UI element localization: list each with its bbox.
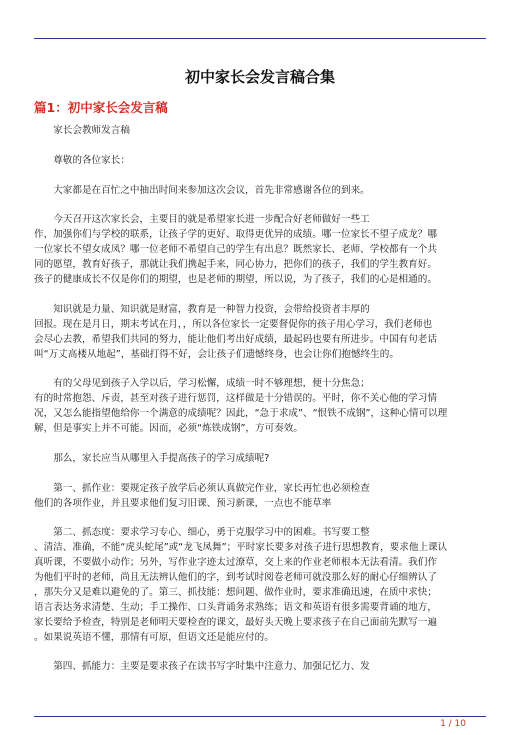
- document-title: 初中家长会发言稿合集: [184, 68, 335, 86]
- paragraph: 有的父母见到孩子入学以后，学习松懈，成绩一时不够理想，便十分焦急； 有的时常抱怨、斥责，甚至对孩子进行惩罚，这样做是十分错误的。平时，你不关心他的学习情 况，又怎么能指望他给你一个满意的成绩呢？因此，“急于求成”、“恨铁不成钢”，这种心情可以理 解，但是事实上并不可能。因而，必须“炼铁成钢”，方可奏效。: [34, 378, 448, 435]
- paragraph: 那么，家长应当从哪里入手提高孩子的学习成绩呢?: [53, 452, 270, 464]
- paragraph: 尊敬的各位家长：: [53, 154, 130, 166]
- paragraph: 大家都是在百忙之中抽出时间来参加这次会议，首先非常感谢各位的到来。: [53, 184, 370, 196]
- document-body: [34, 124, 486, 690]
- paragraph: 知识就是力量、知识就是财富，教育是一种智力投资，会带给投资者丰厚的 回报。现在是月日，期末考试在月，，所以各位家长一定要督促你的孩子用心学习，我们老师也 会尽心去教，希望我们共同的努力，能让他们考出好成绩，最起码也要有所进步。中国有句老话 叫“万丈高楼从地起”，基础打得不好，会让孩子们遗憾终身，也会让你们抱憾终生的。: [34, 303, 437, 360]
- paragraph: 今天召开这次家长会，主要目的就是希望家长进一步配合好老师做好一些工 作，加强你们与学校的联系，让孩子学的更好、取得更优异的成绩。哪一位家长不望子成龙？哪 一位家长不望女成凤？哪一位老师不希望自己的学生有出息？既然家长、老师、学校都有一个共 同的愿望，教育好孩子，那就让我们携起手来，同心协力，把你们的孩子，我们的学生教育好。 孩子的健康成长不仅是你们的期望，也是老师的期望，所以说，为了孩子，我们的心是相通的。: [34, 214, 437, 286]
- section-title: 篇1：初中家长会发言稿: [34, 100, 168, 115]
- paragraph: 第一、抓作业：要规定孩子放学后必须认真做完作业，家长再忙也必须检查 他们的各项作业，并且要求他们复习旧课、预习新课，一点也不能草率: [34, 482, 370, 509]
- paragraph: 第二、抓态度：要求学习专心、细心，勇于克服学习中的困难。书写要工整 、清洁、准确，不能“虎头蛇尾”或“龙飞凤舞”；平时家长要多对孩子进行思想教育，要求他上课认 真听课，不要做小动作；另外，写作业字迹太过潦草，交上来的作业老师根本无法看清。我们作 为他们平时的老师，尚且无法辨认他们的字，到考试时阅卷老师可就没那么好的耐心仔细辨认了 ，那失分又是难以避免的了。第三、抓技能：想问题、做作业时，要求准确迅速，在质中求快； 语言表达务求清楚、生动；手工操作、口头背诵务求熟练；语文和英语有很多需要背诵的地方， 家长要给予检查，特别是老师明天要检查的课文，最好头天晚上要求孩子在自己面前先默写一遍 。如果说英语不懂，那情有可原，但语文还是能应付的。: [34, 527, 448, 643]
- footer-rule: [34, 716, 486, 717]
- paragraph: 家长会教师发言稿: [53, 125, 130, 136]
- page-number: 1 / 10: [440, 719, 466, 729]
- header-rule: [34, 38, 486, 39]
- paragraph: 第四、抓能力：主要是要求孩子在读书写字时集中注意力、加强记忆力、发: [53, 661, 370, 673]
